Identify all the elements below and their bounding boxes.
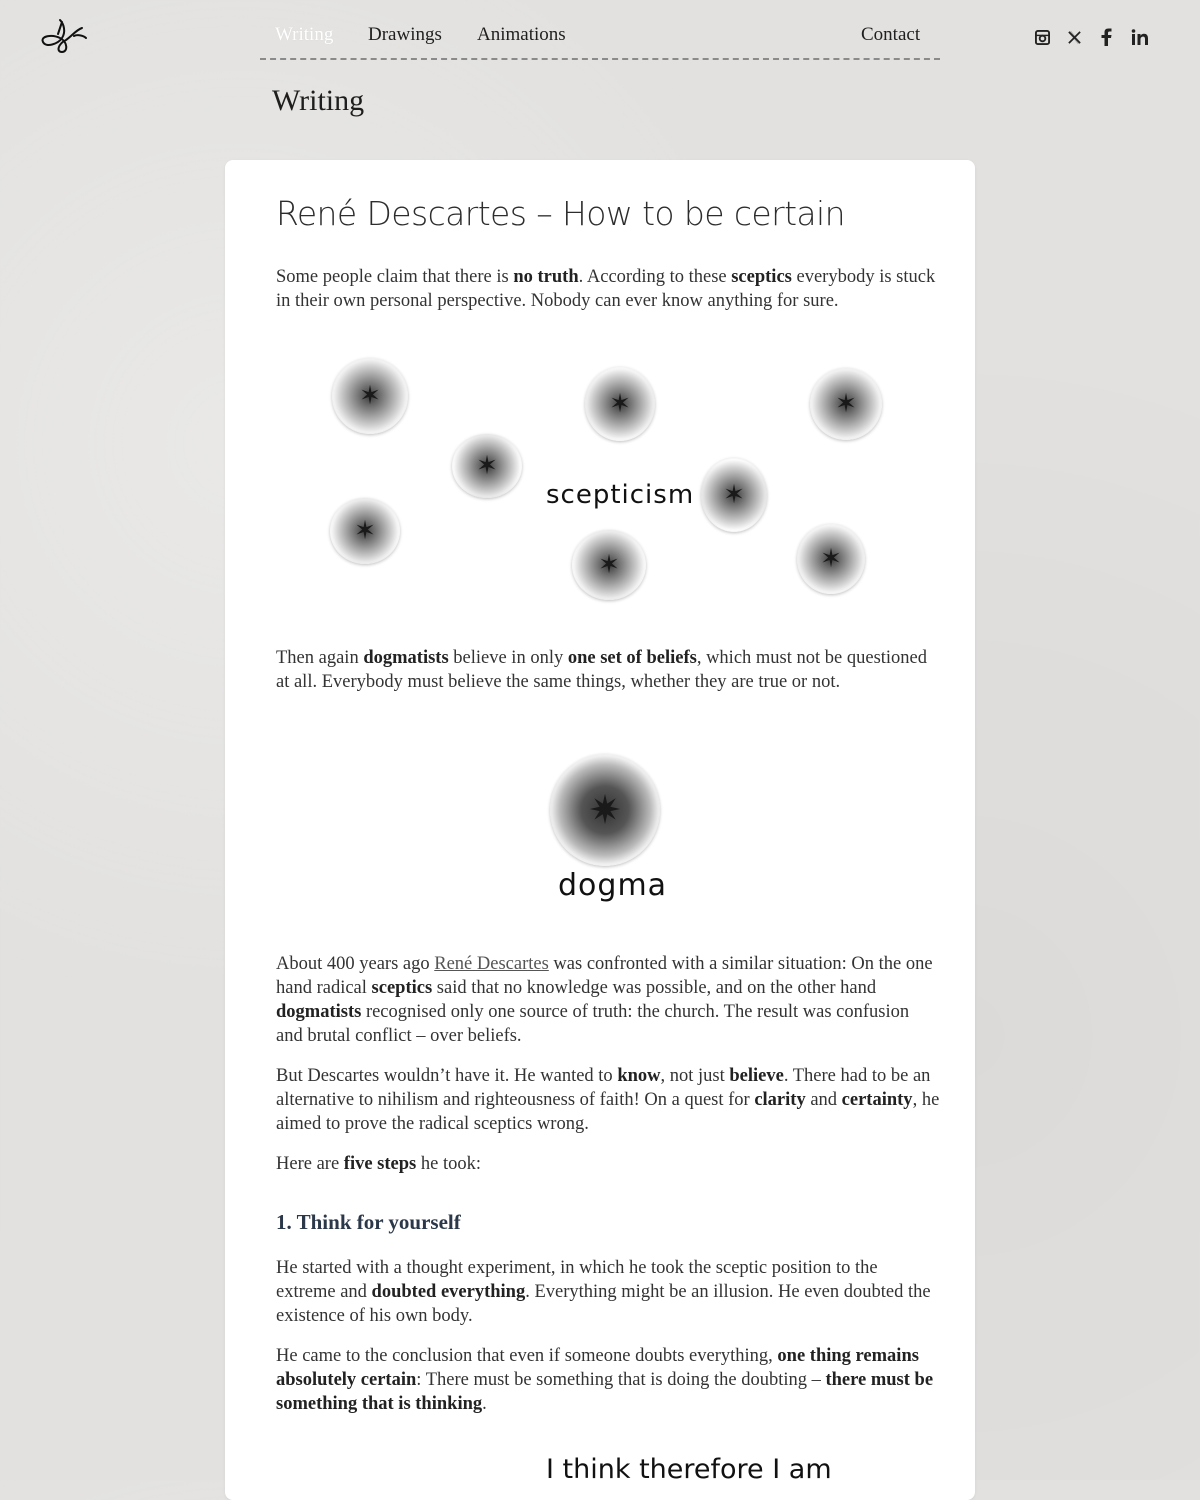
isolated-person-figure: ✶ [810, 368, 882, 440]
text: . [482, 1394, 487, 1414]
isolated-person-figure: ✶ [572, 530, 646, 600]
text: recognised only one source of truth: the church. The result was confusion and brutal conflict – over beliefs. [276, 1002, 910, 1046]
text: . Everything might be an illusion. He even doubted the existence of his own body. [276, 1282, 931, 1326]
bold-text: sceptics [371, 978, 433, 998]
signature-logo[interactable] [38, 14, 90, 56]
nav-writing[interactable]: Writing [275, 24, 334, 45]
paragraph-conclusion [276, 1344, 940, 1416]
isolated-person-figure: ✶ [701, 458, 767, 532]
text: he took: [416, 1154, 481, 1174]
text: Then again [276, 648, 364, 668]
bold-text: one thing remains absolutely certain [276, 1346, 919, 1390]
text: everybody is stuck in their own personal perspective. Nobody can ever know anything for sure. [276, 267, 936, 311]
isolated-person-figure: ✶ [330, 498, 400, 564]
facebook-icon[interactable] [1095, 26, 1117, 48]
step-heading: 1. Think for yourself [276, 1210, 461, 1234]
paragraph-history [276, 952, 940, 1048]
paragraph-quest [276, 1064, 940, 1136]
text: . According to these [578, 267, 732, 287]
text: believe in only [448, 648, 568, 668]
bold-text: sceptics [731, 267, 792, 287]
text: , he aimed to prove the radical sceptics wrong. [276, 1090, 940, 1134]
text: and [805, 1090, 842, 1110]
text: was confronted with a similar situation: On the one hand radical [276, 954, 933, 998]
descartes-link[interactable]: René Descartes [434, 954, 549, 974]
dogma-illustration [546, 750, 676, 910]
text: Here are [276, 1154, 344, 1174]
bold-text: no truth [513, 267, 579, 287]
isolated-person-figure: ✶ [332, 358, 408, 434]
text: said that no knowledge was possible, and on the other hand [432, 978, 877, 998]
text: , which must not be questioned at all. Everybody must believe the same things, whether they are true or not. [276, 648, 928, 692]
text: He came to the conclusion that even if someone doubts everything, [276, 1346, 778, 1366]
instagram-icon[interactable] [1031, 26, 1053, 48]
nav-drawings[interactable]: Drawings [368, 24, 442, 45]
article-card [225, 160, 975, 1500]
text: . There had to be an alternative to nihilism and righteousness of faith! On a quest for [276, 1066, 931, 1110]
text: , not just [660, 1066, 730, 1086]
isolated-person-figure: ✶ [452, 434, 522, 498]
dogma-label: dogma [558, 868, 668, 903]
bold-text: doubted everything [371, 1282, 526, 1302]
bold-text: believe [729, 1066, 784, 1086]
bold-text: know [617, 1066, 661, 1086]
paragraph-five-steps [276, 1152, 940, 1176]
cogito-label: I think therefore I am [546, 1454, 832, 1485]
scepticism-illustration [276, 350, 940, 610]
isolated-person-figure: ✶ [797, 524, 865, 594]
bold-text: dogmatists [363, 648, 449, 668]
text: About 400 years ago [276, 954, 435, 974]
scepticism-label: scepticism [546, 480, 695, 510]
bold-text: one set of beliefs [567, 648, 697, 668]
paragraph-thought-experiment [276, 1256, 940, 1328]
paragraph-intro [276, 265, 940, 313]
nav-contact[interactable]: Contact [861, 24, 921, 45]
nav-animations[interactable]: Animations [477, 24, 566, 45]
linkedin-icon[interactable] [1129, 26, 1151, 48]
bold-text: there must be something that is thinking [276, 1370, 934, 1414]
bold-text: dogmatists [276, 1002, 362, 1022]
article-title: René Descartes – How to be certain [276, 194, 845, 233]
main-nav [260, 22, 940, 60]
text: : There must be something that is doing the doubting – [416, 1370, 826, 1390]
bold-text: clarity [754, 1090, 806, 1110]
text: He started with a thought experiment, in which he took the sceptic position to the extreme and [276, 1258, 878, 1302]
bold-text: five steps [343, 1154, 417, 1174]
paragraph-dogmatists [276, 646, 940, 694]
section-title: Writing [272, 84, 365, 117]
crowd-cluster-figure: ✷ [550, 754, 660, 866]
isolated-person-figure: ✶ [585, 367, 655, 441]
x-icon[interactable] [1063, 26, 1085, 48]
text: Some people claim that there is [276, 267, 514, 287]
bold-text: certainty [841, 1090, 913, 1110]
text: But Descartes wouldn’t have it. He wanted to [276, 1066, 618, 1086]
